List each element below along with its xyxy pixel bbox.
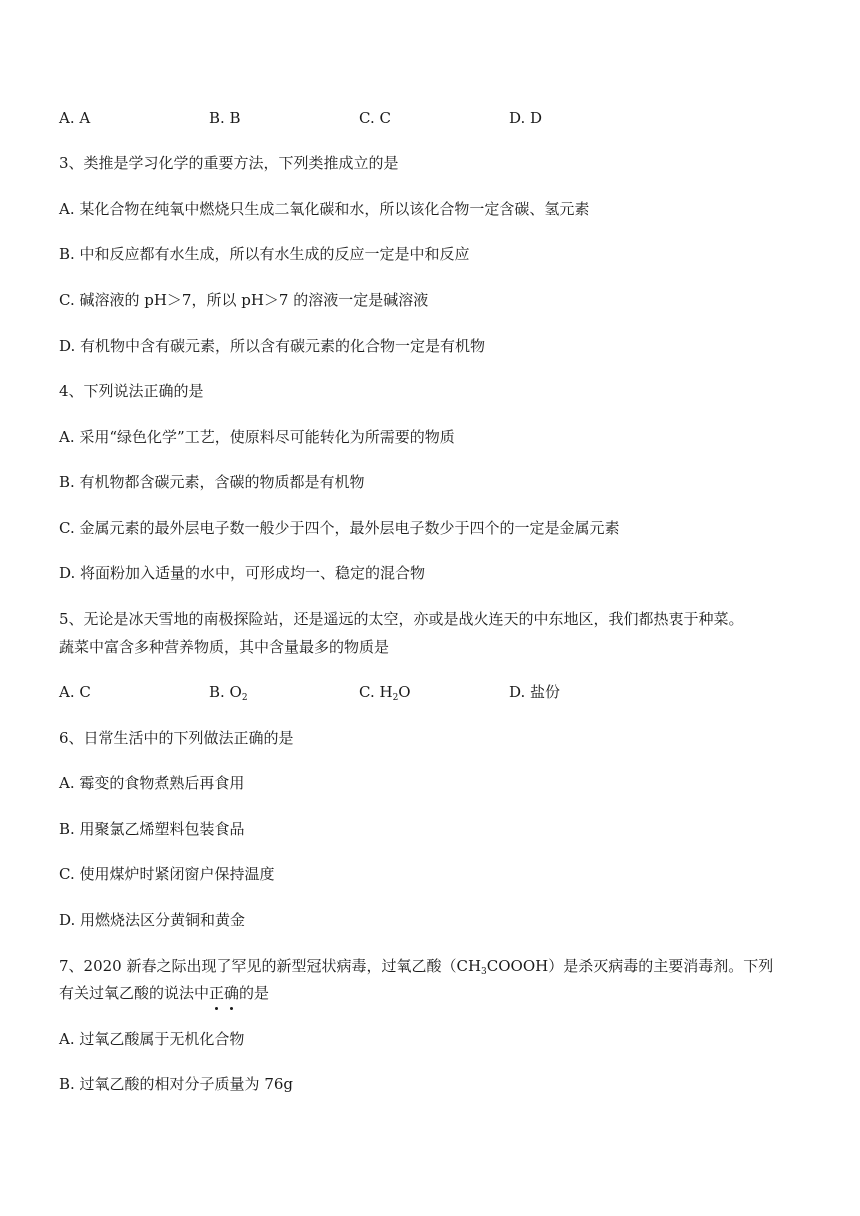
- q5-option-b-text: B. O: [209, 683, 242, 701]
- q7-formula-subscript: 3: [481, 967, 487, 977]
- q4-option-a: A. 采用“绿色化学”工艺，使原料尽可能转化为所需要的物质: [59, 428, 455, 446]
- q3-option-a: A. 某化合物在纯氧中燃烧只生成二氧化碳和水，所以该化合物一定含碳、氢元素: [59, 200, 590, 218]
- q6-option-a: A. 霉变的食物煮熟后再食用: [59, 774, 245, 792]
- q6-option-c: C. 使用煤炉时紧闭窗户保持温度: [59, 865, 275, 883]
- q5-stem-line1: 5、无论是冰天雪地的南极探险站，还是遥远的太空，亦或是战火连天的中东地区，我们都热衷于种菜。: [59, 610, 744, 628]
- q6-stem: 6、日常生活中的下列做法正确的是: [59, 729, 294, 747]
- q3-option-c: C. 碱溶液的 pH＞7，所以 pH＞7 的溶液一定是碱溶液: [59, 291, 429, 309]
- q5-option-b-subscript: 2: [241, 693, 248, 703]
- q2-option-c: C. C: [359, 109, 391, 127]
- q5-option-a: A. C: [59, 683, 91, 701]
- q7-stem-line1-suffix: COOOH）是杀灭病毒的主要消毒剂。下列: [486, 957, 774, 975]
- q3-option-d: D. 有机物中含有碳元素，所以含有碳元素的化合物一定是有机物: [59, 337, 486, 355]
- q6-option-b: B. 用聚氯乙烯塑料包装食品: [59, 820, 245, 838]
- q5-stem-line2: 蔬菜中富含多种营养物质，其中含量最多的物质是: [59, 638, 390, 656]
- q4-option-c: C. 金属元素的最外层电子数一般少于四个，最外层电子数少于四个的一定是金属元素: [59, 519, 620, 537]
- q4-option-b: B. 有机物都含碳元素，含碳的物质都是有机物: [59, 473, 365, 491]
- q5-option-c-text: C. H: [359, 683, 393, 701]
- q2-option-d: D. D: [509, 109, 543, 127]
- q7-stem-line2: [59, 983, 269, 1003]
- q7-stem-line1: [59, 956, 773, 976]
- q6-option-d: D. 用燃烧法区分黄铜和黄金: [59, 911, 246, 929]
- q4-stem: 4、下列说法正确的是: [59, 382, 204, 400]
- q7-emphasis-char-1: 正: [209, 984, 225, 1002]
- q4-option-d: D. 将面粉加入适量的水中，可形成均一、稳定的混合物: [59, 564, 426, 582]
- q2-option-a: A. A: [59, 109, 91, 127]
- q7-stem-line1-text: 7、2020 新春之际出现了罕见的新型冠状病毒，过氧乙酸（CH: [59, 957, 482, 975]
- q5-option-c-subscript: 2: [392, 693, 399, 703]
- q5-option-d: D. 盐份: [509, 683, 561, 701]
- q7-emphasis-char-2: 确: [224, 984, 240, 1002]
- q7-option-b: B. 过氧乙酸的相对分子质量为 76g: [59, 1075, 294, 1093]
- q5-option-b: [209, 682, 248, 702]
- q2-option-b: B. B: [209, 109, 241, 127]
- q5-option-c-suffix: O: [398, 683, 411, 701]
- q3-stem: 3、类推是学习化学的重要方法，下列类推成立的是: [59, 154, 399, 172]
- q7-option-a: A. 过氧乙酸属于无机化合物: [59, 1030, 245, 1048]
- q7-stem-line2-text: 有关过氧乙酸的说法中: [59, 984, 210, 1002]
- q7-stem-line2-suffix: 的是: [239, 984, 270, 1002]
- q3-option-b: B. 中和反应都有水生成，所以有水生成的反应一定是中和反应: [59, 245, 470, 263]
- q5-option-c: [359, 682, 411, 702]
